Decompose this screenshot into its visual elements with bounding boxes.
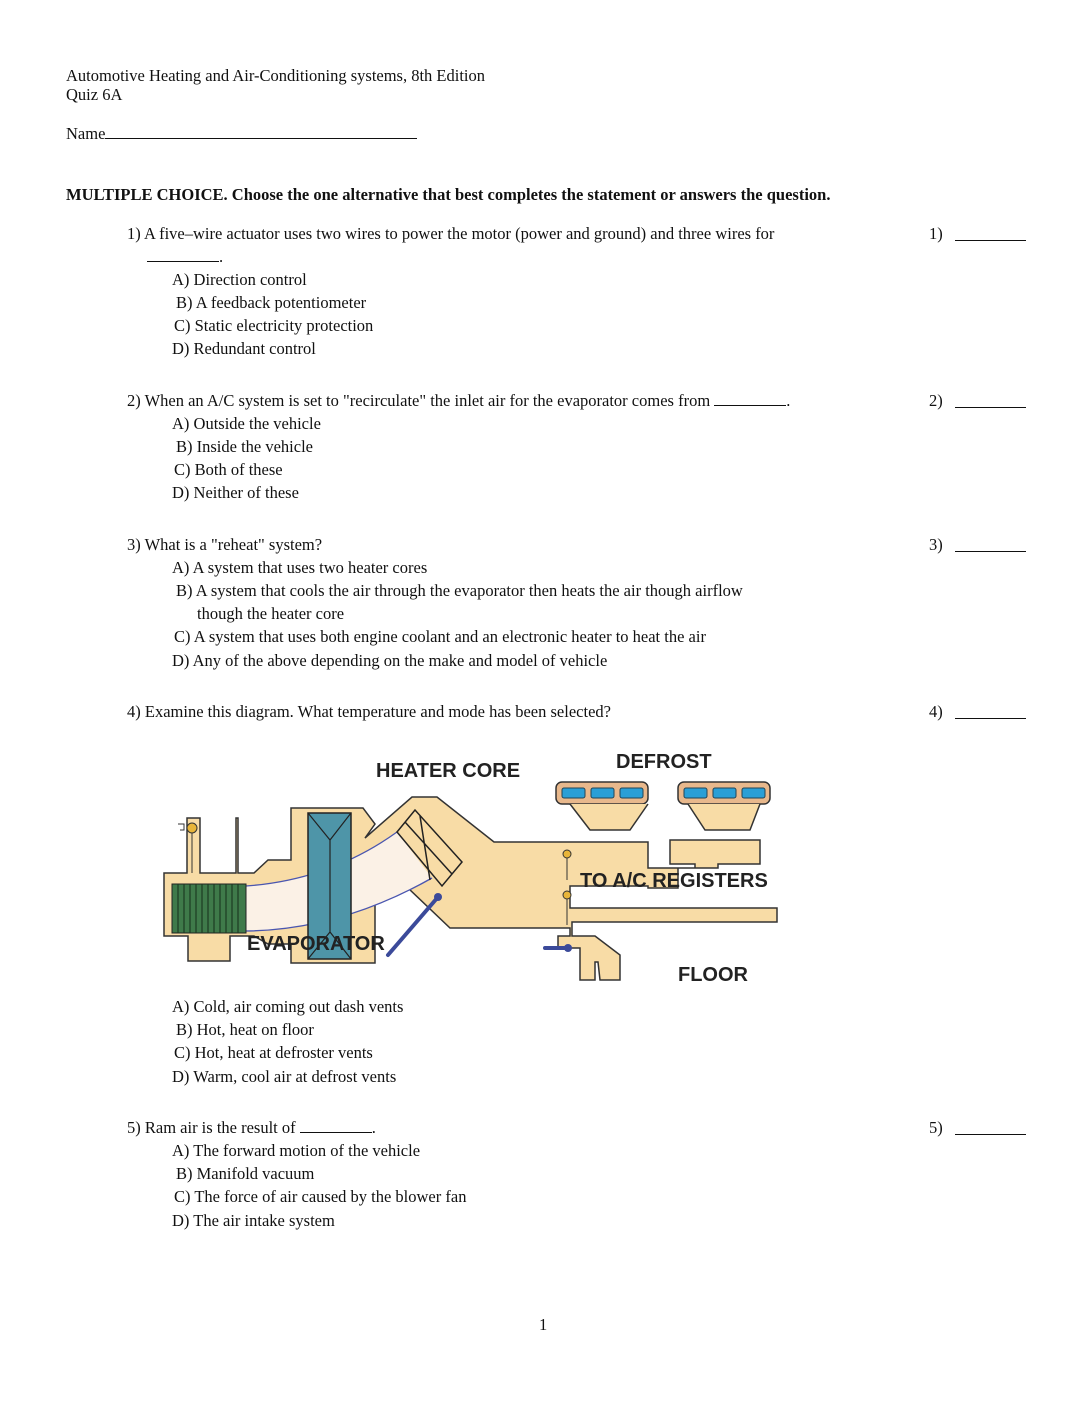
answer-number: 5) xyxy=(929,1118,943,1137)
option-a: A) A system that uses two heater cores xyxy=(172,558,428,577)
book-title: Automotive Heating and Air-Conditioning systems, 8th Edition xyxy=(66,66,486,85)
option-d: D) The air intake system xyxy=(172,1211,335,1230)
answer-number: 1) xyxy=(929,224,943,243)
option-a: A) The forward motion of the vehicle xyxy=(172,1141,421,1160)
answer-blank[interactable] xyxy=(955,407,1026,408)
option-d: D) Any of the above depending on the make and model of vehicle xyxy=(172,651,608,670)
option-b: B) Inside the vehicle xyxy=(176,437,313,456)
page-number: 1 xyxy=(539,1315,548,1334)
name-label: Name xyxy=(66,124,106,143)
option-b: B) Manifold vacuum xyxy=(176,1164,315,1183)
label-floor: FLOOR xyxy=(678,964,748,986)
option-b: B) A feedback potentiometer xyxy=(176,293,367,312)
question-text: 4) Examine this diagram. What temperature and mode has been selected? xyxy=(127,702,611,721)
question-text: 1) A five–wire actuator uses two wires to power the motor (power and ground) and three wires for xyxy=(127,224,775,243)
option-b-continuation: though the heater core xyxy=(197,604,345,623)
option-c: C) Static electricity protection xyxy=(174,316,374,335)
blend-door xyxy=(388,897,438,955)
option-d: D) Neither of these xyxy=(172,483,299,502)
answer-number: 3) xyxy=(929,535,943,554)
option-d: D) Warm, cool air at defrost vents xyxy=(172,1067,397,1086)
label-evaporator: EVAPORATOR xyxy=(247,933,385,955)
option-a: A) Direction control xyxy=(172,270,307,289)
question-text: 5) Ram air is the result of . xyxy=(127,1118,376,1137)
answer-blank[interactable] xyxy=(955,551,1026,552)
option-c: C) The force of air caused by the blower fan xyxy=(174,1187,467,1206)
answer-blank[interactable] xyxy=(955,718,1026,719)
option-b: B) Hot, heat on floor xyxy=(176,1020,314,1039)
question-text: 2) When an A/C system is set to "recirculate" the inlet air for the evaporator comes from . xyxy=(127,391,791,410)
hvac-airflow-diagram xyxy=(150,740,790,990)
option-b: B) A system that cools the air through the evaporator then heats the air though airflow xyxy=(176,581,743,600)
name-blank[interactable] xyxy=(105,138,417,139)
section-heading: MULTIPLE CHOICE. Choose the one alternative that best completes the statement or answers the question. xyxy=(66,185,831,204)
label-defrost: DEFROST xyxy=(616,751,712,773)
answer-blank[interactable] xyxy=(955,1134,1026,1135)
answer-number: 4) xyxy=(929,702,943,721)
blower-fan xyxy=(172,884,246,933)
answer-blank[interactable] xyxy=(955,240,1026,241)
option-c: C) Hot, heat at defroster vents xyxy=(174,1043,373,1062)
name-field[interactable] xyxy=(66,124,417,144)
label-registers: TO A/C REGISTERS xyxy=(580,870,768,892)
option-c: C) A system that uses both engine coolant and an electronic heater to heat the air xyxy=(174,627,706,646)
quiz-title: Quiz 6A xyxy=(66,85,123,104)
question-continuation: . xyxy=(147,247,223,267)
label-heater-core: HEATER CORE xyxy=(376,760,521,782)
option-c: C) Both of these xyxy=(174,460,283,479)
question-text: 3) What is a "reheat" system? xyxy=(127,535,323,554)
option-a: A) Outside the vehicle xyxy=(172,414,321,433)
answer-number: 2) xyxy=(929,391,943,410)
option-a: A) Cold, air coming out dash vents xyxy=(172,997,404,1016)
option-d: D) Redundant control xyxy=(172,339,316,358)
